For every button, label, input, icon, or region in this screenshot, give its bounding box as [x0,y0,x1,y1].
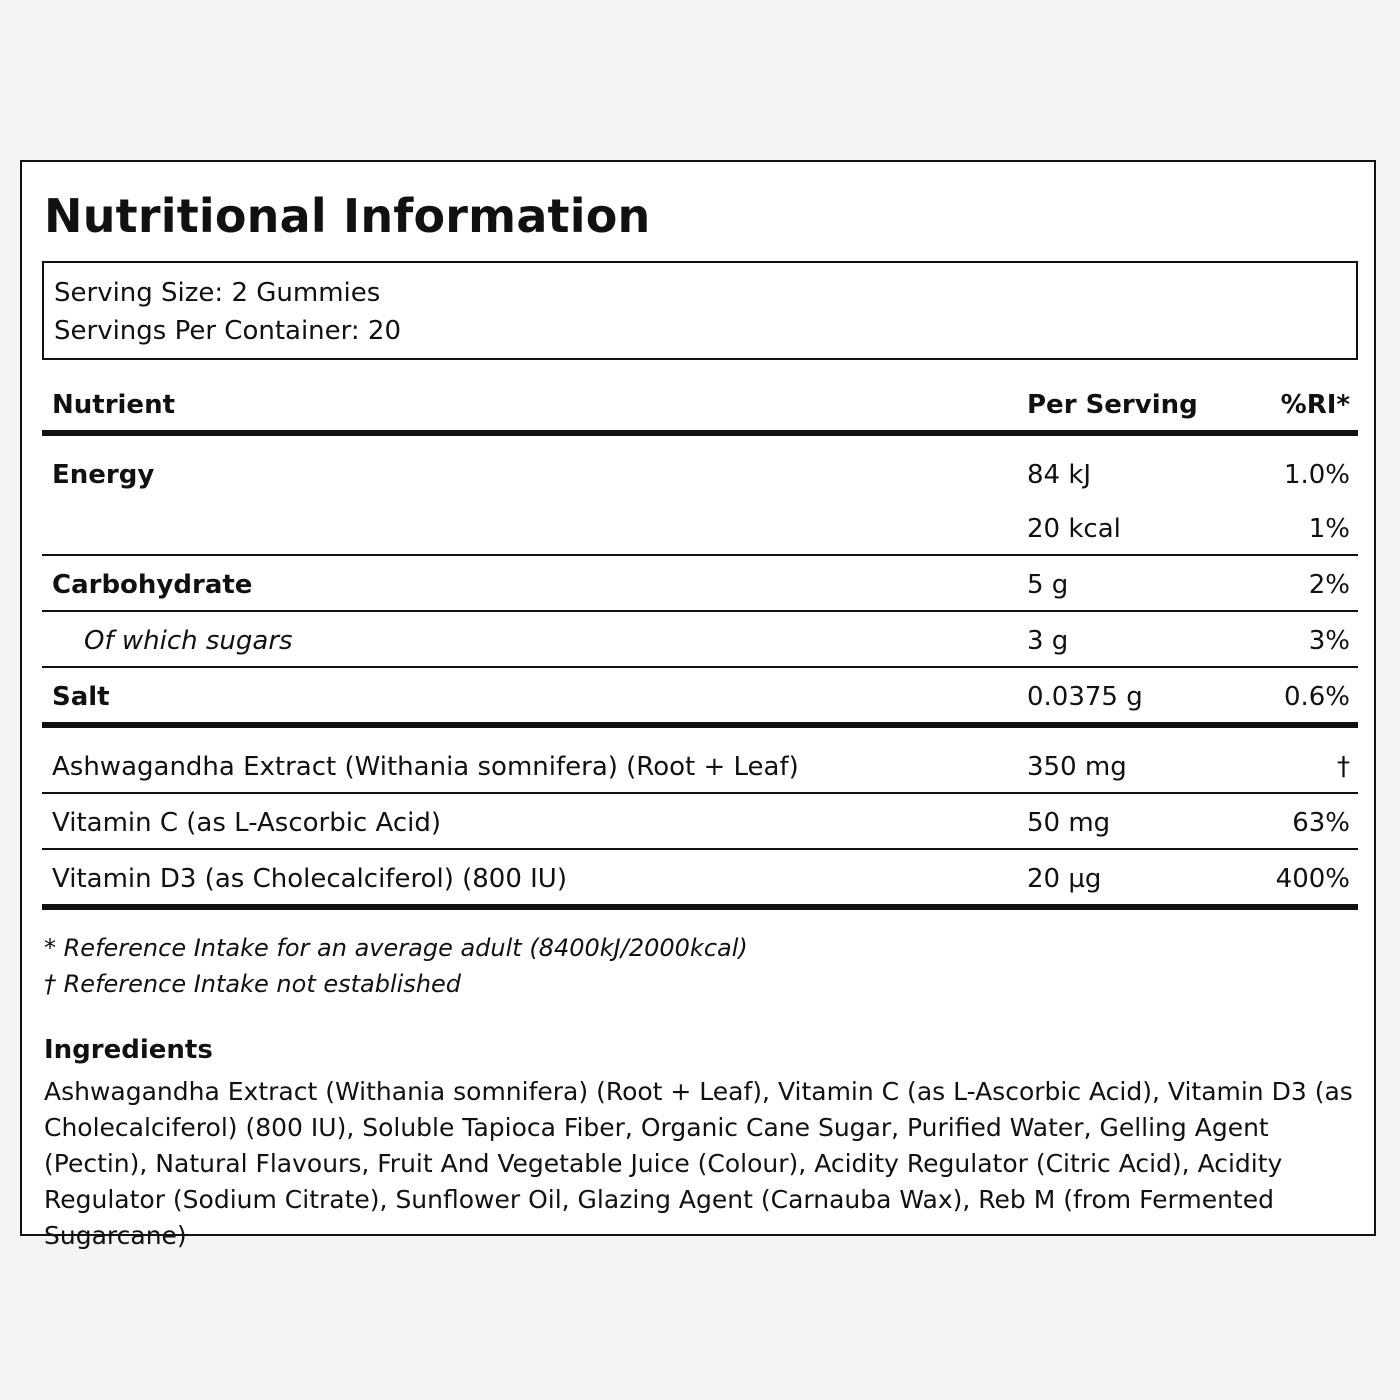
nutrient-ri: 63% [1292,808,1350,838]
row-divider [42,848,1358,850]
nutrient-value: 3 g [1027,626,1069,656]
table-row [42,795,1358,851]
row-divider [42,792,1358,794]
nutrient-value: 50 mg [1027,808,1111,838]
row-divider [42,610,1358,612]
nutrient-name: Vitamin D3 (as Cholecalciferol) (800 IU) [52,864,567,894]
nutrient-ri: 2% [1308,570,1350,600]
nutrient-ri: 1% [1308,514,1350,544]
nutrient-ri: † [1337,752,1350,782]
ingredients-text: Ashwagandha Extract (Withania somnifera) (Root + Leaf), Vitamin C (as L-Ascorbic Acid), Vitamin D3 (as Cholecalciferol) (800 IU), Soluble Tapioca Fiber, Organic Cane Sugar, Purified Water, Gelling Agent (Pectin), Natural Flavours, Fruit And Vegetable Juice (Colour), Acidity Regulator (Citric Acid), Acidity Regulator (Sodium Citrate), Sunflower Oil, Glazing Agent (Carnauba Wax), Reb M (from Fermented Sugarcane) [44,1077,1353,1250]
nutrient-value: 20 kcal [1027,514,1121,544]
row-divider [42,554,1358,556]
table-row [42,851,1358,907]
table-row [42,447,1358,503]
ingredients-heading: Ingredients [44,1035,213,1065]
table-row [42,557,1358,613]
nutrient-name: Vitamin C (as L-Ascorbic Acid) [52,808,442,838]
nutrient-name: Salt [52,682,110,712]
table-row [42,739,1358,795]
nutrient-value: 20 µg [1027,864,1102,894]
nutrient-name: Carbohydrate [52,570,253,600]
nutrient-value: 84 kJ [1027,460,1092,490]
header-nutrient: Nutrient [52,390,176,420]
table-row [42,669,1358,725]
dagger-footnote: † Reference Intake not established [44,970,462,998]
nutrient-name: Energy [52,460,155,490]
serving-info-box [42,261,1358,360]
footnotes [44,930,748,1002]
nutrient-name: Ashwagandha Extract (Withania somnifera) (Root + Leaf) [52,752,799,782]
row-divider [42,666,1358,668]
nutrient-ri: 3% [1308,626,1350,656]
nutrient-name: Of which sugars [84,626,293,656]
nutrition-panel [20,160,1376,1250]
header-divider [42,430,1358,436]
nutrient-ri: 400% [1275,864,1350,894]
page-title: Nutritional Information [44,189,651,243]
nutrient-ri: 0.6% [1283,682,1350,712]
ri-footnote: * Reference Intake for an average adult (8400kJ/2000kcal) [44,934,748,962]
section-divider [42,722,1358,728]
table-row [42,613,1358,669]
header-per-serving: Per Serving [1027,390,1198,420]
nutrient-value: 0.0375 g [1027,682,1143,712]
table-header-row [42,377,1358,433]
nutrient-value: 350 mg [1027,752,1127,782]
nutrient-value: 5 g [1027,570,1069,600]
header-ri: %RI* [1280,390,1350,420]
servings-per-container: Servings Per Container: 20 [54,316,402,346]
table-bottom-divider [42,904,1358,910]
nutrient-ri: 1.0% [1283,460,1350,490]
table-row [42,501,1358,557]
serving-size: Serving Size: 2 Gummies [54,278,381,308]
